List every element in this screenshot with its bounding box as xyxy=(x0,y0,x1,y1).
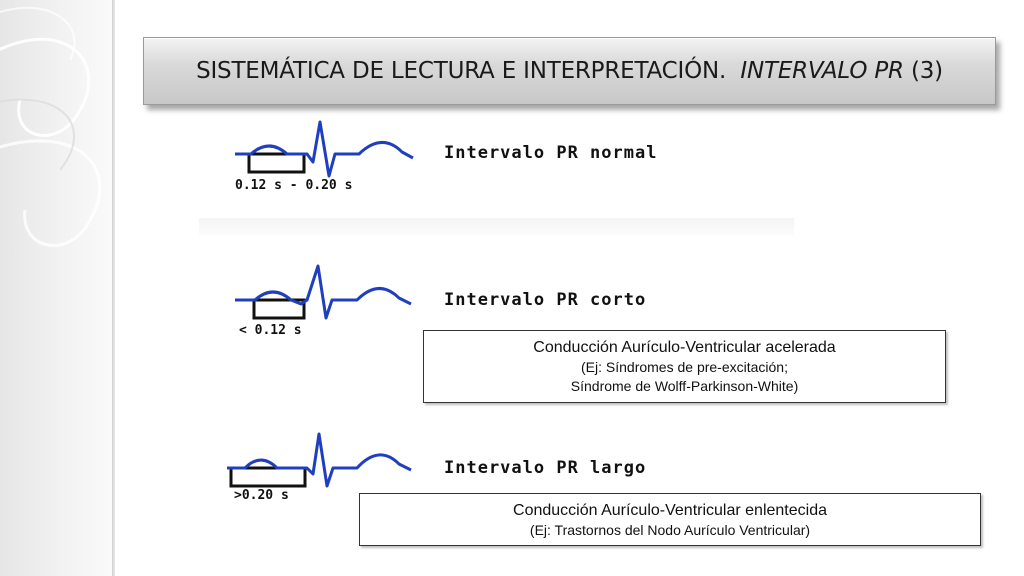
title-bar xyxy=(143,37,996,105)
row-fade xyxy=(199,218,794,236)
range-label-corto: < 0.12 s xyxy=(239,323,302,338)
range-label-largo: >0.20 s xyxy=(234,488,289,503)
note-box-acelerada xyxy=(423,330,946,403)
note-enlentecida-example: (Ej: Trastornos del Nodo Aurículo Ventricular) xyxy=(529,522,811,538)
row-label-normal: Intervalo PR normal xyxy=(444,143,658,163)
note-enlentecida-title: Conducción Aurículo-Ventricular enlentecida xyxy=(513,502,827,519)
row-label-corto: Intervalo PR corto xyxy=(444,290,647,310)
note-acelerada-title: Conducción Aurículo-Ventricular acelerada xyxy=(533,339,836,356)
note-box-enlentecida xyxy=(359,493,981,546)
ecg-row-normal xyxy=(199,118,794,218)
vertical-divider xyxy=(112,0,115,576)
decorative-side-panel xyxy=(0,0,112,576)
note-acelerada-example-2: Síndrome de Wolff-Parkinson-White) xyxy=(570,378,799,394)
title-italic: INTERVALO PR xyxy=(740,58,904,84)
ecg-trace-corto xyxy=(199,260,429,335)
decorative-swirl xyxy=(0,0,112,576)
row-label-largo: Intervalo PR largo xyxy=(444,458,647,478)
note-acelerada-example: (Ej: Síndromes de pre-excitación; xyxy=(581,359,788,375)
title-main: SISTEMÁTICA DE LECTURA E INTERPRETACIÓN. xyxy=(196,58,727,84)
title-suffix: (3) xyxy=(910,58,943,84)
page-title xyxy=(196,58,943,84)
range-label-normal: 0.12 s - 0.20 s xyxy=(235,178,353,193)
